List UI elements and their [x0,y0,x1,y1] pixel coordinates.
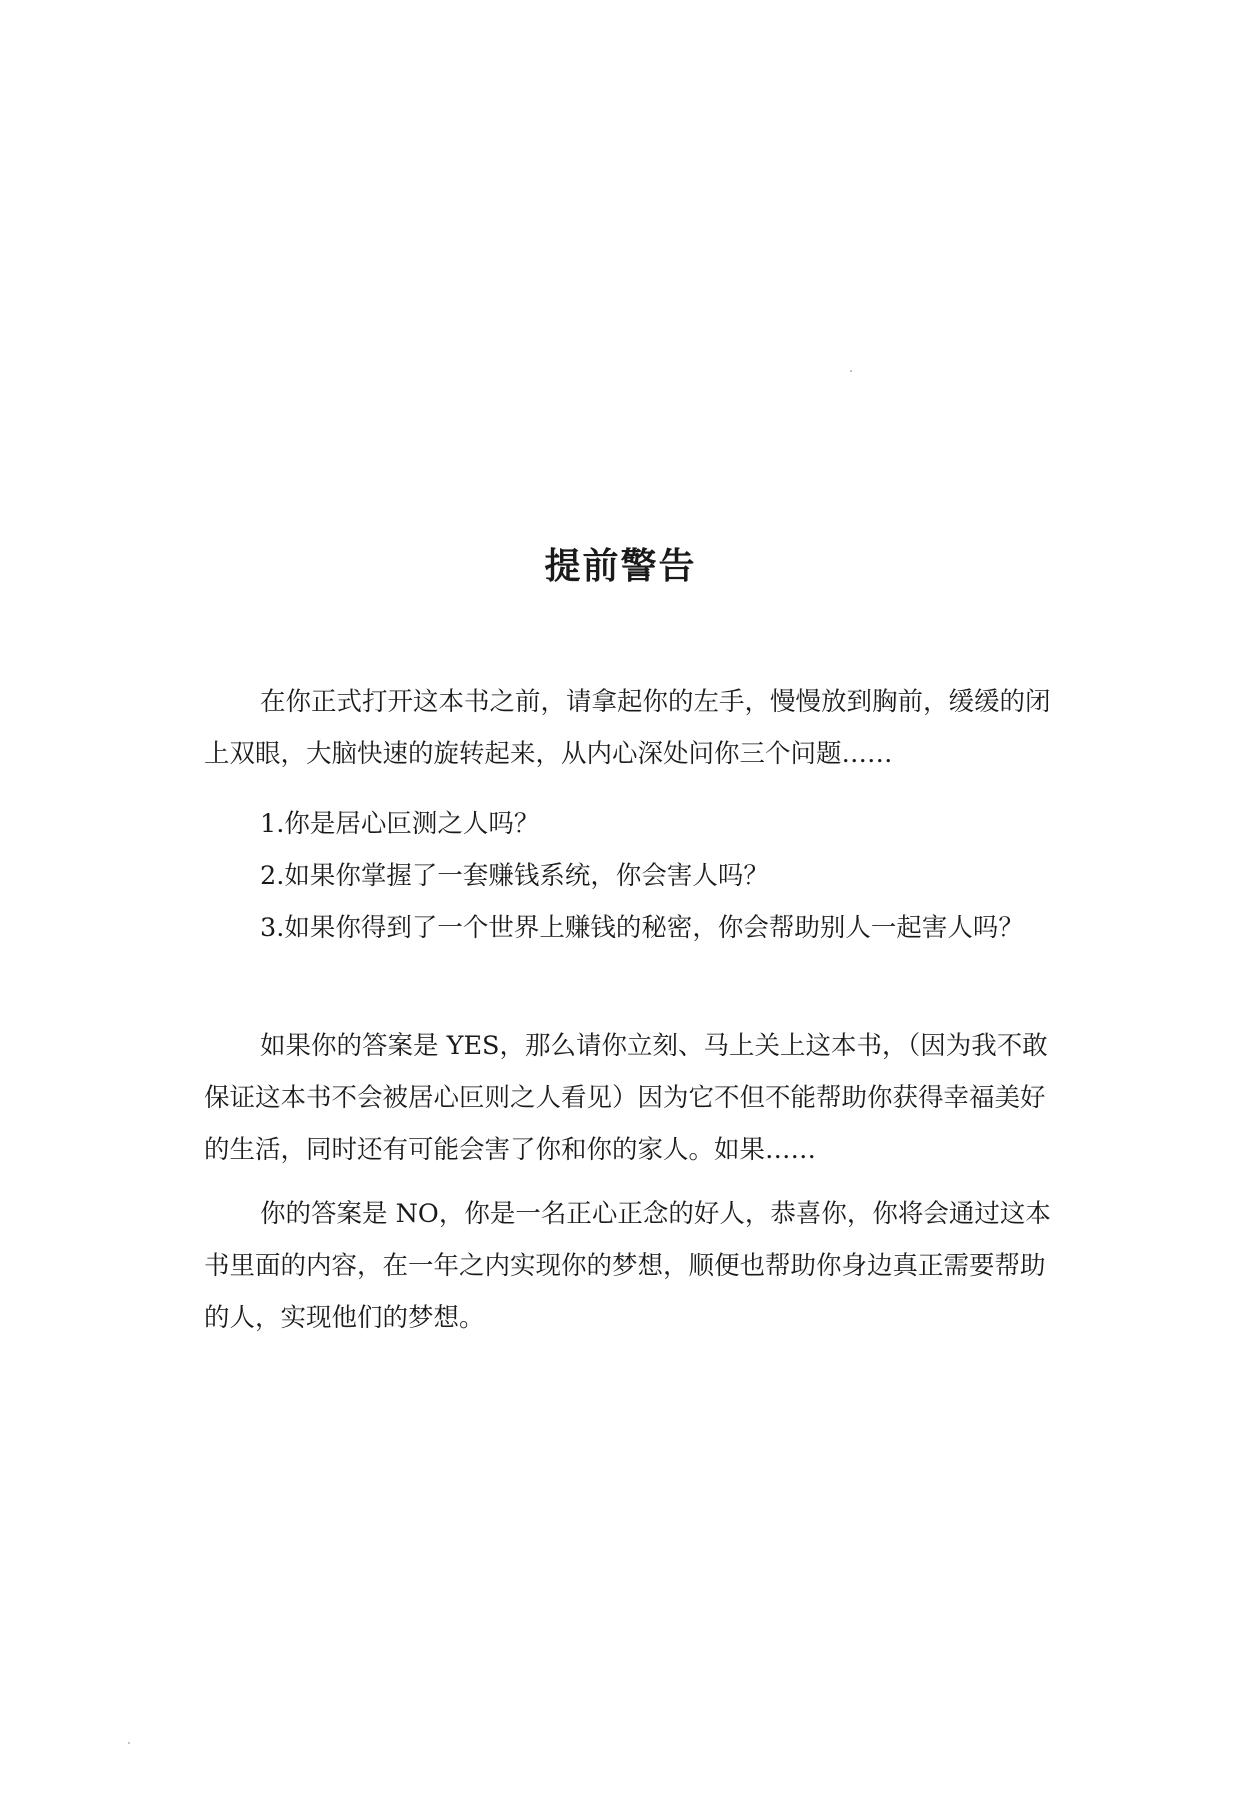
scan-speck [850,370,852,372]
question-item: 3.如果你得到了一个世界上赚钱的秘密，你会帮助别人一起害人吗？ [260,913,1024,943]
scan-speck [128,1742,130,1744]
question-item: 2.如果你掌握了一套赚钱系统，你会害人吗？ [260,861,769,891]
question-item: 1.你是居心叵测之人吗？ [260,809,540,839]
no-answer-paragraph: 你的答案是 NO，你是一名正心正念的好人，恭喜你，你将会通过这本书里面的内容，在一年之内实现你的梦想，顺便也帮助你身边真正需要帮助的人，实现他们的梦想。 [204,1199,1051,1333]
question-list [204,798,1064,954]
yes-answer-paragraph: 如果你的答案是 YES，那么请你立刻、马上关上这本书，（因为我不敢保证这本书不会被居心叵则之人看见）因为它不但不能帮助你获得幸福美好的生活，同时还有可能会害了你和你的家人。如果…… [204,1031,1048,1165]
intro-paragraph: 在你正式打开这本书之前，请拿起你的左手，慢慢放到胸前，缓缓的闭上双眼，大脑快速的旋转起来，从内心深处问你三个问题…… [204,687,1051,769]
page-title: 提前警告 [544,546,697,587]
